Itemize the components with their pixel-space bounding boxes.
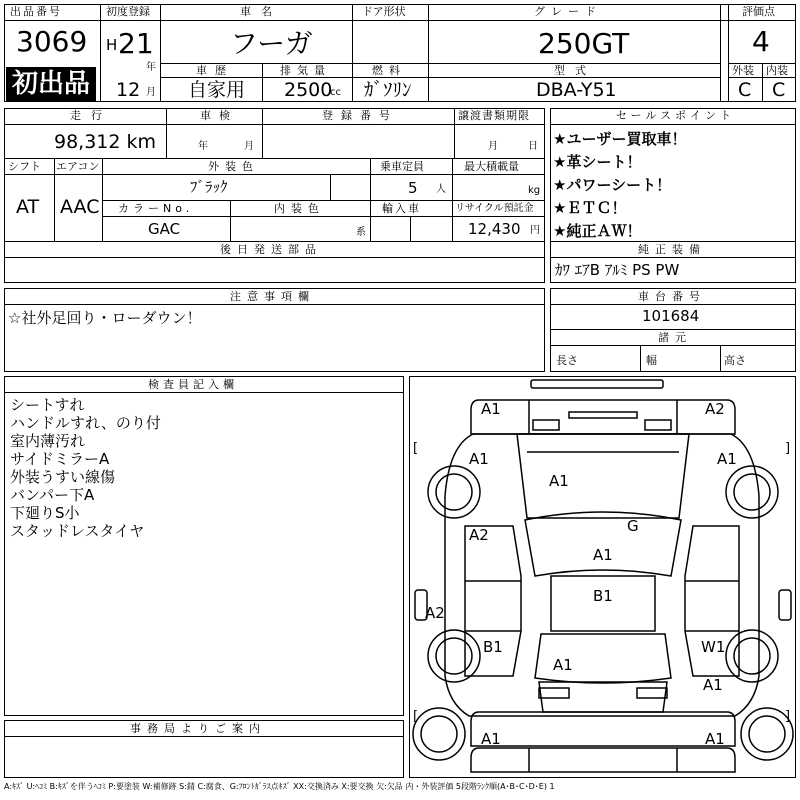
regno-label: 登録番号	[322, 109, 398, 122]
damage-code: B1	[483, 638, 503, 656]
damage-code: A1	[481, 400, 501, 418]
inspect-month: 月	[244, 141, 254, 152]
damage-code: A2	[469, 526, 489, 544]
damage-code: A2	[425, 604, 445, 622]
legend: A:ｷｽﾞ U:ﾍｺﾐ B:ｷｽﾞを伴うﾍｺﾐ P:要塗装 W:補修跡 S:錆 C:腐食、G:ﾌﾛﾝﾄｶﾞﾗｽ点ｷｽﾞ XX:交換済み X:要交換 欠:欠品 内・外装評価 5段階ﾗﾝｸ順(A･B･C･D･E) 1	[4, 782, 555, 791]
notes: ☆社外足回り・ローダウン！	[8, 309, 202, 327]
displacement: 2500	[284, 79, 333, 101]
inspector-line: ハンドルすれ、のり付	[10, 414, 161, 432]
inspector-line: バンパー下A	[10, 486, 95, 504]
length-label: 長さ	[556, 354, 578, 367]
intcolor-unit: 系	[356, 227, 366, 238]
width-label: 幅	[646, 354, 657, 367]
damage-code: A2	[705, 400, 725, 418]
seats-label: 乗車定員	[380, 160, 424, 173]
ac-label: エアコン	[56, 160, 100, 173]
shift-label: シフト	[8, 160, 41, 173]
disp-label: 排気量	[280, 64, 331, 77]
inspector-line: 室内薄汚れ	[10, 432, 86, 450]
sales-point: ★パワーシート！	[553, 176, 672, 194]
inspector-label: 検査員記入欄	[148, 378, 238, 391]
lot-label: 出品番号	[10, 5, 62, 18]
ext-grade: C	[738, 79, 752, 101]
recycle-label: リサイクル預託金	[455, 203, 534, 214]
inspector-line: シートすれ	[10, 396, 85, 414]
door-label: ドア形状	[362, 5, 406, 18]
car-name: フーガ	[230, 27, 313, 60]
bracket: ]	[785, 441, 791, 456]
chassis-label: 車台番号	[638, 290, 706, 303]
bracket: [	[413, 709, 419, 724]
name-label: 車名	[240, 5, 282, 18]
inspect-label: 車検	[200, 109, 238, 122]
disp-unit: cc	[330, 87, 341, 98]
office-label: 事務局よりご案内	[130, 722, 266, 735]
damage-code: A1	[705, 730, 725, 748]
color-number: GAC	[148, 220, 181, 238]
int-label: 内装	[766, 64, 788, 77]
fuel: ｶﾞｿﾘﾝ	[364, 79, 412, 101]
sales-point: ★純正ＡＷ！	[553, 222, 642, 240]
equip-label: 純正装備	[638, 243, 706, 256]
seats-unit: 人	[436, 184, 446, 195]
damage-code: A1	[469, 450, 489, 468]
bracket: [	[413, 441, 419, 456]
bracket: ]	[785, 709, 791, 724]
color-label: 外装色	[208, 160, 259, 173]
inspector-notes	[10, 396, 161, 540]
sales-points	[553, 128, 686, 243]
reg-month-unit: 月	[146, 87, 156, 98]
reg-label: 初度登録	[106, 5, 150, 18]
color: ﾌﾞﾗｯｸ	[190, 178, 228, 196]
import-label: 輸入車	[382, 202, 421, 215]
notes-label: 注意事項欄	[230, 290, 315, 303]
car-diagram	[409, 376, 796, 778]
grade: 250GT	[538, 27, 630, 60]
inspector-line: 下廻りS小	[10, 504, 80, 522]
first-time-badge: 初出品	[6, 67, 96, 101]
history: 自家用	[188, 79, 246, 101]
damage-code: B1	[593, 587, 613, 605]
sales-point: ★ＥＴＣ！	[553, 199, 627, 217]
damage-code: A1	[481, 730, 501, 748]
dims-label: 諸元	[658, 331, 692, 344]
aircon: AAC	[60, 196, 100, 218]
mileage-label: 走行	[70, 109, 112, 122]
damage-code: A1	[593, 546, 613, 564]
intcolor-label: 内装色	[274, 202, 325, 215]
transfer-day: 日	[528, 141, 538, 152]
reg-month: 12	[116, 79, 141, 101]
inspector-line: スタッドレスタイヤ	[10, 522, 145, 540]
recycle: 12,430	[468, 220, 521, 238]
lot-number: 3069	[16, 25, 88, 58]
damage-code: A1	[717, 450, 737, 468]
ext-label: 外装	[732, 64, 754, 77]
transfer-month: 月	[488, 141, 498, 152]
damage-code: W1	[701, 638, 726, 656]
chassis-number: 101684	[642, 307, 700, 325]
height-label: 高さ	[724, 354, 746, 367]
inspect-year: 年	[198, 141, 208, 152]
seats: 5	[408, 179, 418, 197]
damage-code: A1	[549, 472, 569, 490]
colorno-label: カラーNo.	[118, 202, 194, 215]
later-label: 後日発送部品	[220, 243, 322, 256]
transfer-label: 譲渡書類期限	[458, 109, 530, 122]
equipment: ｶﾜ ｴｱB ｱﾙﾐ PS PW	[555, 261, 680, 279]
sales-point: ★革シート！	[553, 153, 642, 171]
mileage: 98,312 km	[54, 131, 157, 153]
load-unit: kg	[528, 185, 541, 196]
damage-code: A1	[703, 676, 723, 694]
damage-code: G	[627, 517, 639, 535]
sales-point: ★ユーザー買取車！	[553, 130, 687, 148]
sales-label: セールスポイント	[616, 109, 736, 122]
reg-year: 21	[118, 27, 154, 60]
inspector-line: サイドミラーA	[10, 450, 110, 468]
damage-code: A1	[553, 656, 573, 674]
model-code: DBA-Y51	[536, 79, 617, 101]
reg-era: H	[106, 36, 118, 54]
inspector-line: 外装うすい線傷	[10, 468, 116, 486]
grade-label: グレード	[534, 5, 602, 18]
load-label: 最大積載量	[464, 160, 519, 173]
fuel-label: 燃料	[372, 64, 406, 77]
reg-year-unit: 年	[146, 62, 156, 73]
shift: AT	[16, 196, 40, 218]
int-grade: C	[772, 79, 786, 101]
history-label: 車歴	[196, 64, 234, 77]
recycle-unit: 円	[530, 225, 540, 236]
score: 4	[752, 25, 770, 58]
score-label: 評価点	[742, 5, 775, 18]
model-label: 型式	[554, 64, 596, 77]
